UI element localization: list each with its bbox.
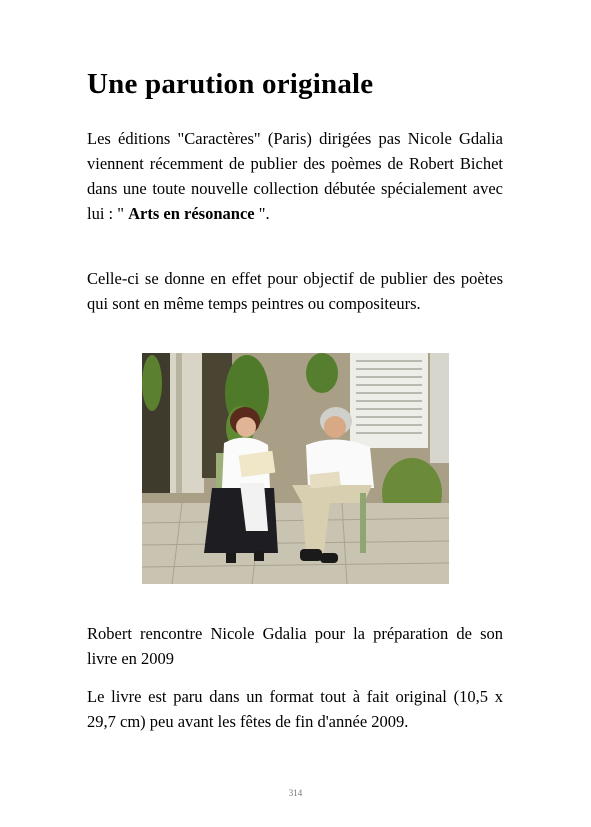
page-title: Une parution originale <box>87 68 374 100</box>
page-number: 314 <box>288 788 303 798</box>
intro-text-after: ". <box>254 204 270 223</box>
intro-paragraph <box>87 126 503 226</box>
intro-text-before: Les éditions "Caractères" (Paris) dirigées pas Nicole Gdalia viennent récemment de publier des poèmes de Robert Bichet dans une toute nouvelle collection débutée spécialement avec lui : " <box>87 129 503 223</box>
photo-robert-and-nicole <box>142 353 449 584</box>
collection-name: Arts en résonance <box>128 204 255 223</box>
publication-paragraph: Le livre est paru dans un format tout à fait original (10,5 x 29,7 cm) peu avant les fêtes de fin d'année 2009. <box>87 687 503 731</box>
photo-caption: Robert rencontre Nicole Gdalia pour la préparation de son livre en 2009 <box>87 624 503 668</box>
collection-paragraph: Celle-ci se donne en effet pour objectif de publier des poètes qui sont en même temps peintres ou compositeurs. <box>87 269 503 313</box>
